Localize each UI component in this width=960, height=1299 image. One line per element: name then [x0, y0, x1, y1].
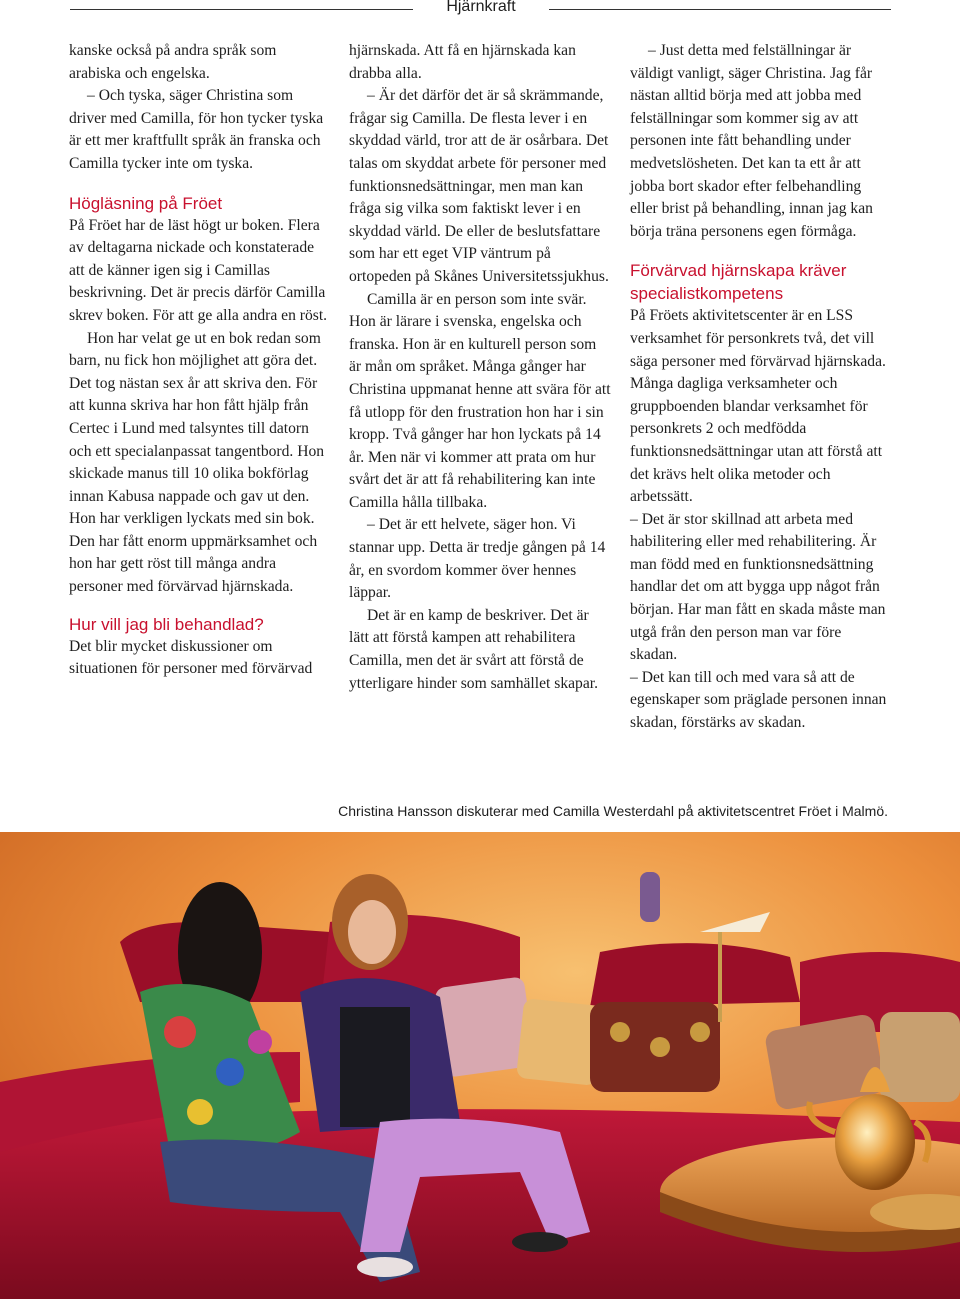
- paragraph: – Det kan till och med vara så att de egenskaper som präglade personen innan skadan, förstärks av skadan.: [630, 668, 887, 732]
- paragraph: hjärnskada. Att få en hjärnskada kan drabba alla.: [349, 42, 576, 82]
- paragraph: Camilla är en person som inte svär. Hon är lärare i svenska, engelska och franska. Hon är en kulturell person som är mån om språket. Många gånger har Christina uppmanat henne att svära för att få utlopp för den frustration hon har i sin kropp. Två gånger har hon lyckats på 14 år. Men när vi kommer att prata om hur svårt det är att få rehabilitering kan inte Camilla hålla tillbaka.: [349, 290, 611, 511]
- paragraph: På Fröet har de läst högt ur boken. Flera av deltagarna nickade och konstaterade att de känner igen sig i Camillas beskrivning. Det är precis därför Camilla skrev boken. För att ge alla andra en röst.: [69, 216, 328, 324]
- magazine-title: Hjärnkraft: [446, 0, 516, 15]
- paragraph: Det blir mycket diskussioner om situationen för personer med förvärvad: [69, 637, 313, 678]
- article-column-3: [630, 40, 892, 735]
- paragraph: På Fröets aktivitetscenter är en LSS verksamhet för personkrets två, det vill säga personer med förvärvad hjärnskada. Många dagliga verksamheter och gruppboenden blandar verksamhet för personkrets 2 och medfödda funktionsnedsättningar utan att förstå att det krävs helt olika metoder och arbetssätt.: [630, 307, 886, 506]
- paragraph: – Är det därför det är så skrämmande, frågar sig Camilla. De flesta lever i en skyddad värld, tror att de är osårbara. Det talas om skyddat arbete för personer med funktionsnedsättningar, men man kan fråga sig vilka som faktiskt lever i en skyddad värld. De eller de beslutsfattare som har ett eget VIP väntrum på ortopeden på Skånes Universitetssjukhus.: [349, 87, 609, 285]
- header-rule-left: [70, 9, 413, 10]
- article-photo: [0, 832, 960, 1299]
- paragraph: Hon har velat ge ut en bok redan som barn, nu fick hon möjlighet att göra det. Det tog nästan sex år att skriva den. För att kunna skriva har hon fått hjälp från Certec i Lund med talsyntes till datorn och ett specialanpassat tangentbord. Hon skickade manus till 10 olika bokförlag innan Kabusa nappade och gav ut den. Hon har verkligen lyckats med sin bok. Den har fått enorm uppmärksamhet och hon har gett röst till många andra personer med förvärvad hjärnskada.: [69, 329, 325, 596]
- subheading-hoglasning: Högläsning på Fröet: [69, 193, 223, 213]
- paragraph: – Det är stor skillnad att arbeta med habilitering eller med rehabilitering. Är man född med en funktionsnedsättning handlar det om att bygga upp något från början. Har man fått en skada måste man utgå från den person man var före skadan.: [630, 510, 886, 664]
- paragraph: kanske också på andra språk som arabiska och engelska.: [69, 42, 277, 82]
- subheading-specialistkompetens: Förvärvad hjärnskapa kräver specialistkompetens: [630, 261, 847, 304]
- subheading-behandlad: Hur vill jag bli behandlad?: [69, 614, 264, 634]
- article-column-2: [349, 40, 611, 695]
- photo-caption: Christina Hansson diskuterar med Camilla Westerdahl på aktivitetscentret Fröet i Malmö.: [338, 803, 888, 819]
- paragraph: Det är en kamp de beskriver. Det är lätt att förstå kampen att rehabilitera Camilla, men det är svårt att förstå de ytterligare hinder som samhället skapar.: [349, 606, 598, 692]
- paragraph: – Det är ett helvete, säger hon. Vi stannar upp. Detta är tredje gången på 14 år, en svordom kommer över hennes läppar.: [349, 516, 606, 602]
- page-header: [0, 0, 960, 22]
- header-rule-right: [549, 9, 891, 10]
- paragraph: – Just detta med felställningar är väldigt vanligt, säger Christina. Jag får nästan alltid börja med att jobba med felställningar som kommer sig av att personen inte fått behandling under medvetslösheten. Det kan ta ett år att jobba bort skador efter felbehandling eller brist på behandling, innan jag kan börja träna personens egen förmåga.: [630, 42, 873, 240]
- article-column-1: [69, 40, 331, 681]
- paragraph: – Och tyska, säger Christina som driver med Camilla, för hon tycker tyska är ett mer kraftfullt språk än franska och Camilla tycker inte om tyska.: [69, 87, 324, 172]
